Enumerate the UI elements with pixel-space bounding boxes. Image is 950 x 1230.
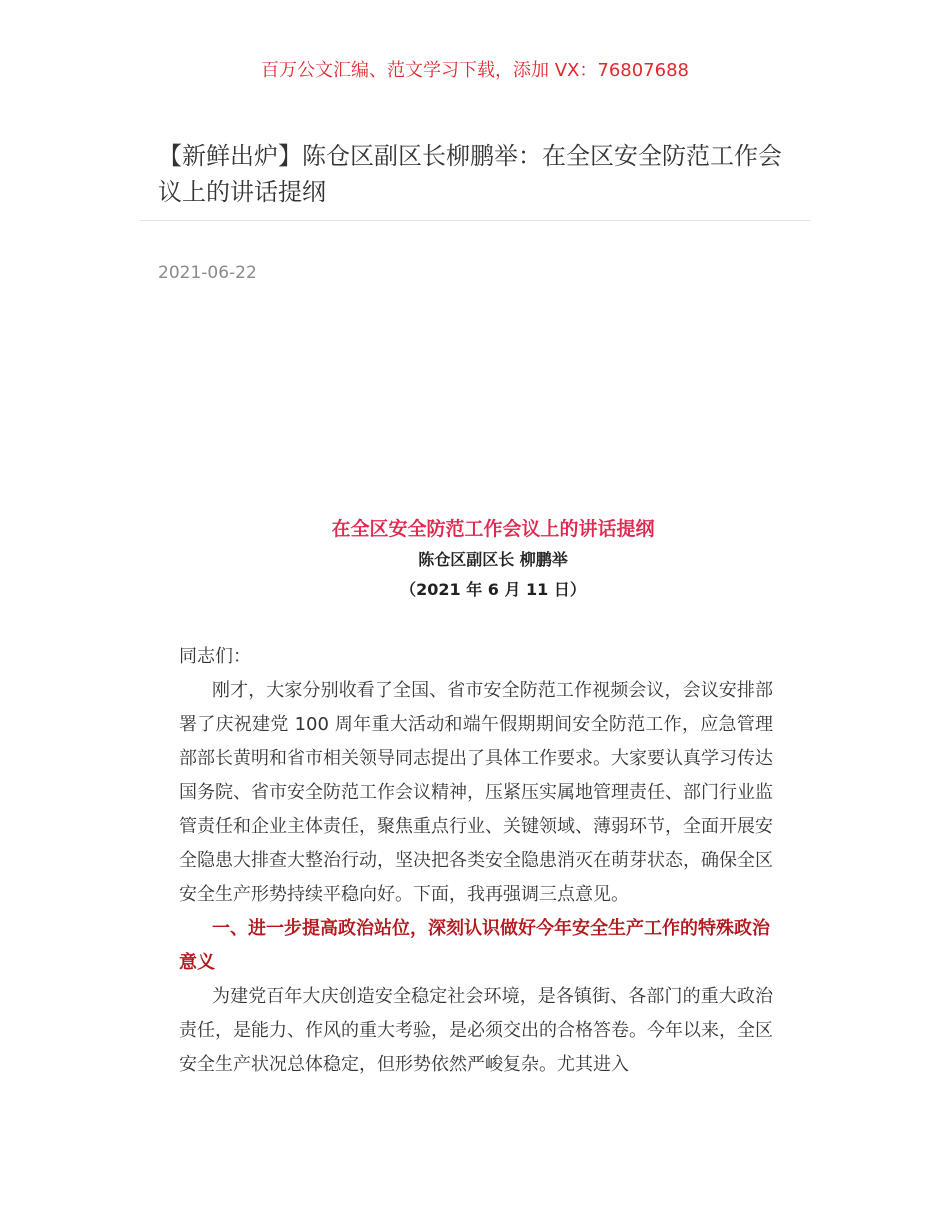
- salutation: 同志们：: [179, 646, 251, 667]
- paragraph: 为建党百年大庆创造安全稳定社会环境，是各镇街、各部门的重大政治责任，是能力、作风的重大考验，是必须交出的合格答卷。今年以来，全区安全生产状况总体稳定，但形势依然严峻复杂。尤其进入: [179, 986, 773, 1075]
- promo-banner: 百万公文汇编、范文学习下载，添加 VX：76807688: [261, 60, 689, 81]
- document-author: 陈仓区副区长 柳鹏举: [418, 550, 568, 569]
- article-title: 【新鲜出炉】陈仓区副区长柳鹏举：在全区安全防范工作会议上的讲话提纲: [158, 142, 782, 206]
- document-body: [179, 640, 773, 1082]
- document-date: （2021 年 6 月 11 日）: [400, 580, 586, 599]
- section-title: 一、进一步提高政治站位，深刻认识做好今年安全生产工作的特殊政治意义: [179, 918, 770, 973]
- document-heading: 在全区安全防范工作会议上的讲话提纲: [331, 518, 655, 540]
- article-date: 2021-06-22: [158, 263, 257, 283]
- title-divider: [140, 220, 810, 221]
- paragraph: 刚才，大家分别收看了全国、省市安全防范工作视频会议，会议安排部署了庆祝建党 100 周年重大活动和端午假期期间安全防范工作，应急管理部部长黄明和省市相关领导同志提出了具体工作要求。大家要认真学习传达国务院、省市安全防范工作会议精神，压紧压实属地管理责任、部门行业监管责任和企业主体责任，聚焦重点行业、关键领域、薄弱环节，全面开展安全隐患大排查大整治行动，坚决把各类安全隐患消灭在萌芽状态，确保全区安全生产形势持续平稳向好。下面，我再强调三点意见。: [179, 680, 773, 905]
